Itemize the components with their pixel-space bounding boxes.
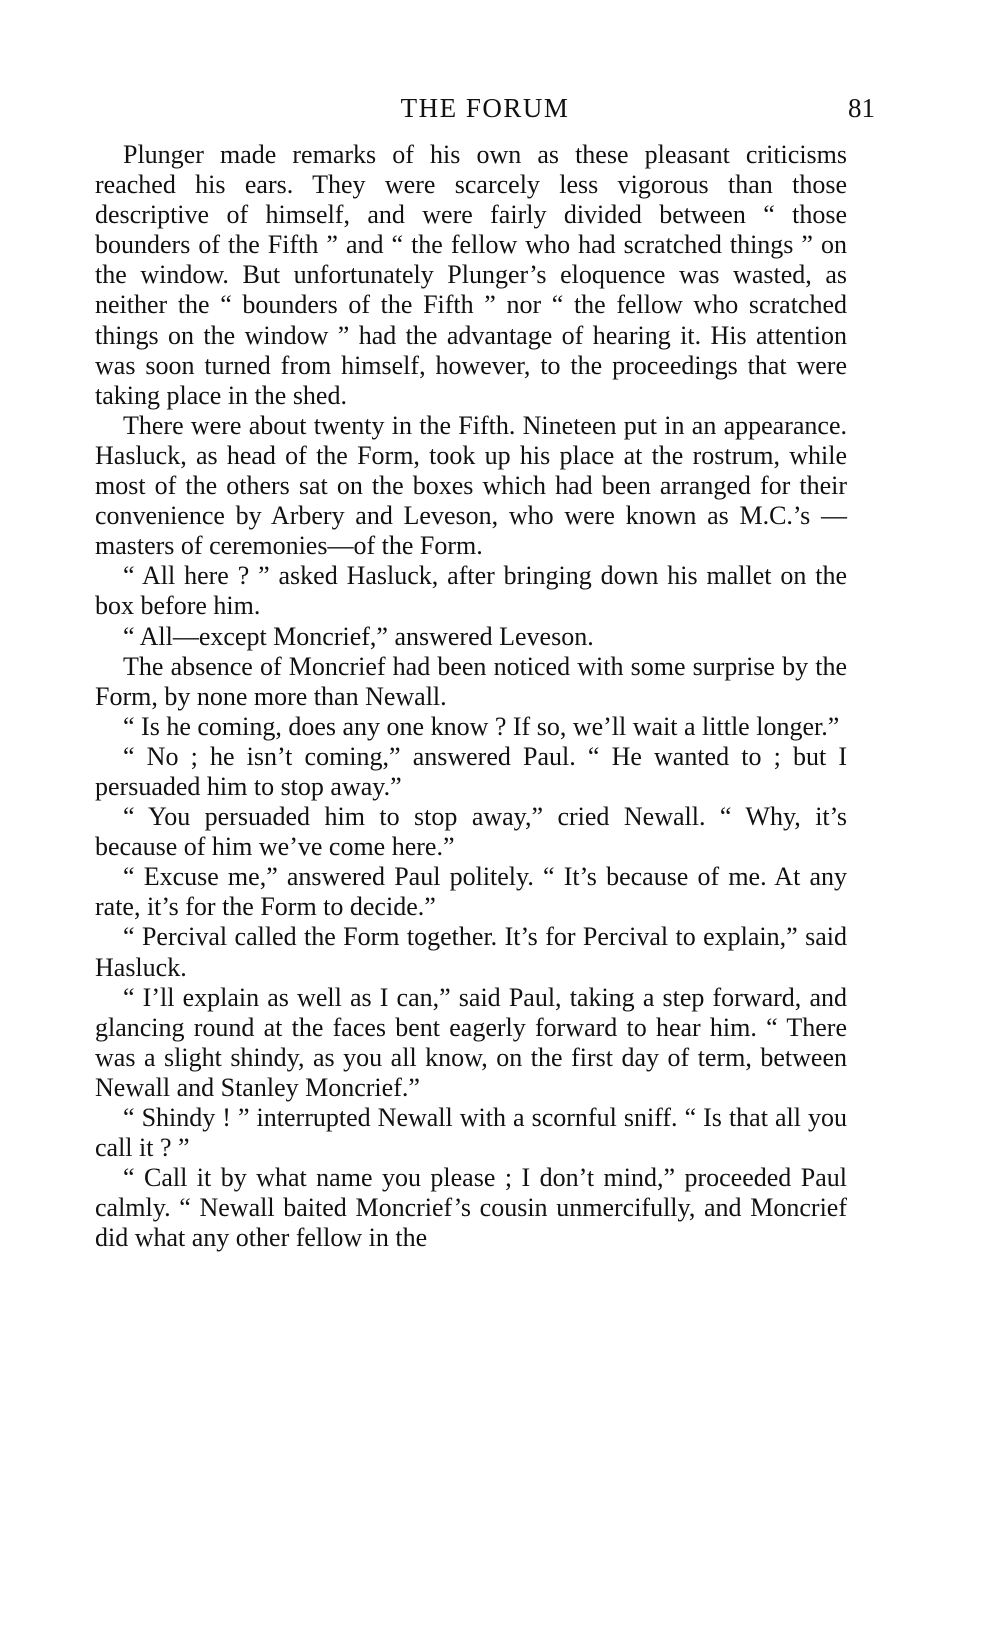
paragraph: “ All here ? ” asked Hasluck, after bringing down his mallet on the box before him.	[95, 561, 847, 621]
paragraph: There were about twenty in the Fifth. Nineteen put in an appearance. Hasluck, as head of the Form, took up his place at the rostrum, while most of the others sat on the boxes which had been arranged for their convenience by Arbery and Leveson, who were known as M.C.’s —masters of ceremonies—of the Form.	[95, 410, 847, 561]
paragraph: “ You persuaded him to stop away,” cried Newall. “ Why, it’s because of him we’ve come here.”	[95, 802, 847, 862]
body-text	[95, 140, 847, 1253]
paragraph: The absence of Moncrief had been noticed with some surprise by the Form, by none more than Newall.	[95, 651, 847, 711]
paragraph: “ Is he coming, does any one know ? If so, we’ll wait a little longer.”	[123, 711, 840, 741]
running-title: THE FORUM	[400, 93, 570, 123]
running-head	[95, 88, 875, 128]
paragraph: “ Percival called the Form together. It’s for Percival to explain,” said Hasluck.	[95, 922, 847, 982]
paragraph: Plunger made remarks of his own as these pleasant criticisms reached his ears. They were scarcely less vigorous than those descriptive of himself, and were fairly divided between “ those bounders of the Fifth ” and “ the fellow who had scratched things ” on the window. But unfortunately Plunger’s eloquence was wasted, as neither the “ bounders of the Fifth ” nor “ the fellow who scratched things on the window ” had the advantage of hearing it. His attention was soon turned from himself, however, to the proceedings that were taking place in the shed.	[95, 140, 847, 410]
paragraph: “ All—except Moncrief,” answered Leveson.	[123, 621, 594, 651]
paragraph: “ I’ll explain as well as I can,” said Paul, taking a step forward, and glancing round at the faces bent eagerly forward to hear him. “ There was a slight shindy, as you all know, on the first day of term, between Newall and Stanley Moncrief.”	[95, 982, 847, 1102]
paragraph: “ Shindy ! ” interrupted Newall with a scornful sniff. “ Is that all you call it ? ”	[95, 1103, 847, 1163]
paragraph: “ Excuse me,” answered Paul politely. “ It’s because of me. At any rate, it’s for the Form to decide.”	[95, 862, 847, 922]
page-number: 81	[848, 93, 875, 123]
paragraph: “ No ; he isn’t coming,” answered Paul. “ He wanted to ; but I persuaded him to stop away.”	[95, 741, 847, 801]
paragraph: “ Call it by what name you please ; I don’t mind,” proceeded Paul calmly. “ Newall baited Moncrief’s cousin unmercifully, and Moncrief did what any other fellow in the	[95, 1163, 847, 1253]
